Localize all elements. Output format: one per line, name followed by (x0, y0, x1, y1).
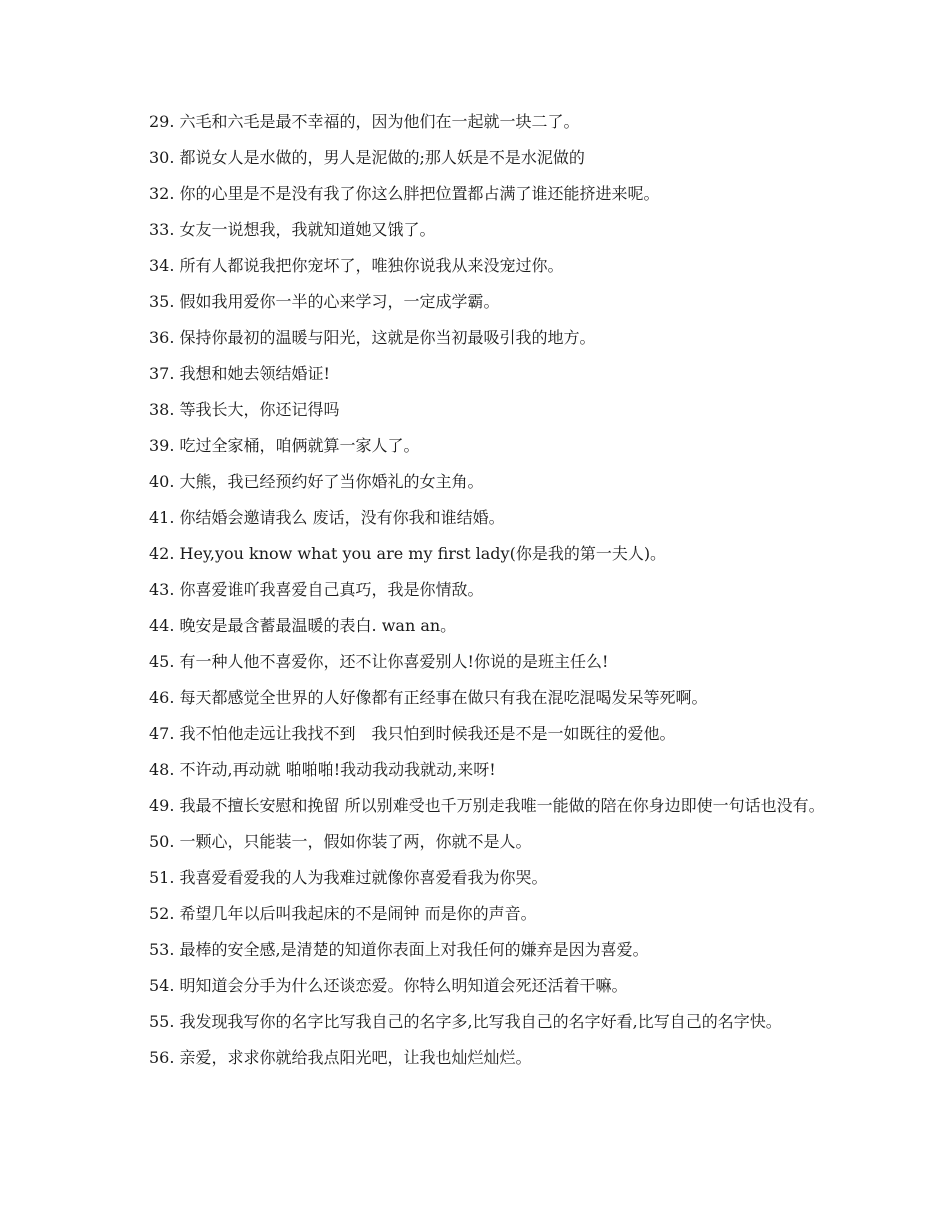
list-item: 40. 大熊，我已经预约好了当你婚礼的女主角。 (149, 472, 484, 491)
list-item: 56. 亲爱，求求你就给我点阳光吧，让我也灿烂灿烂。 (149, 1048, 532, 1067)
list-item: 29. 六毛和六毛是最不幸福的，因为他们在一起就一块二了。 (149, 112, 580, 131)
list-item: 52. 希望几年以后叫我起床的不是闹钟 而是你的声音。 (149, 904, 537, 923)
document-body (112, 111, 840, 1083)
list-item: 36. 保持你最初的温暖与阳光，这就是你当初最吸引我的地方。 (149, 328, 596, 347)
list-item: 41. 你结婚会邀请我么 废话，没有你我和谁结婚。 (149, 508, 505, 527)
list-item: 44. 晚安是最含蓄最温暖的表白. wan an。 (149, 616, 457, 635)
list-item: 55. 我发现我写你的名字比写我自己的名字多,比写我自己的名字好看,比写自己的名字快。 (149, 1012, 782, 1031)
list-item: 48. 不许动,再动就 啪啪啪!我动我动我就动,来呀! (149, 760, 496, 779)
list-item: 46. 每天都感觉全世界的人好像都有正经事在做只有我在混吃混喝发呆等死啊。 (149, 688, 708, 707)
list-item: 51. 我喜爱看爱我的人为我难过就像你喜爱看我为你哭。 (149, 868, 548, 887)
list-item: 42. Hey,you know what you are my first lady(你是我的第一夫人)。 (149, 544, 667, 563)
list-item: 34. 所有人都说我把你宠坏了，唯独你说我从来没宠过你。 (149, 256, 564, 275)
list-item: 37. 我想和她去领结婚证! (149, 364, 330, 383)
list-item: 54. 明知道会分手为什么还谈恋爱。你特么明知道会死还活着干嘛。 (149, 976, 628, 995)
list-item: 53. 最棒的安全感,是清楚的知道你表面上对我任何的嫌弃是因为喜爱。 (149, 940, 649, 959)
list-item: 45. 有一种人他不喜爱你，还不让你喜爱别人!你说的是班主任么! (149, 652, 609, 671)
list-item: 33. 女友一说想我，我就知道她又饿了。 (149, 220, 436, 239)
list-item: 43. 你喜爱谁吖我喜爱自己真巧，我是你情敌。 (149, 580, 484, 599)
list-item: 39. 吃过全家桶，咱俩就算一家人了。 (149, 436, 420, 455)
list-item: 38. 等我长大，你还记得吗 (149, 400, 340, 419)
list-item: 32. 你的心里是不是没有我了你这么胖把位置都占满了谁还能挤进来呢。 (149, 184, 660, 203)
list-item: 50. 一颗心，只能装一，假如你装了两，你就不是人。 (149, 832, 532, 851)
list-item: 47. 我不怕他走远让我找不到 我只怕到时候我还是不是一如既往的爱他。 (149, 724, 676, 743)
list-item: 49. 我最不擅长安慰和挽留 所以别难受也千万别走我唯一能做的陪在你身边即使一句话也没有。 (149, 796, 825, 815)
list-item: 30. 都说女人是水做的，男人是泥做的;那人妖是不是水泥做的 (149, 148, 585, 167)
list-item: 35. 假如我用爱你一半的心来学习，一定成学霸。 (149, 292, 500, 311)
